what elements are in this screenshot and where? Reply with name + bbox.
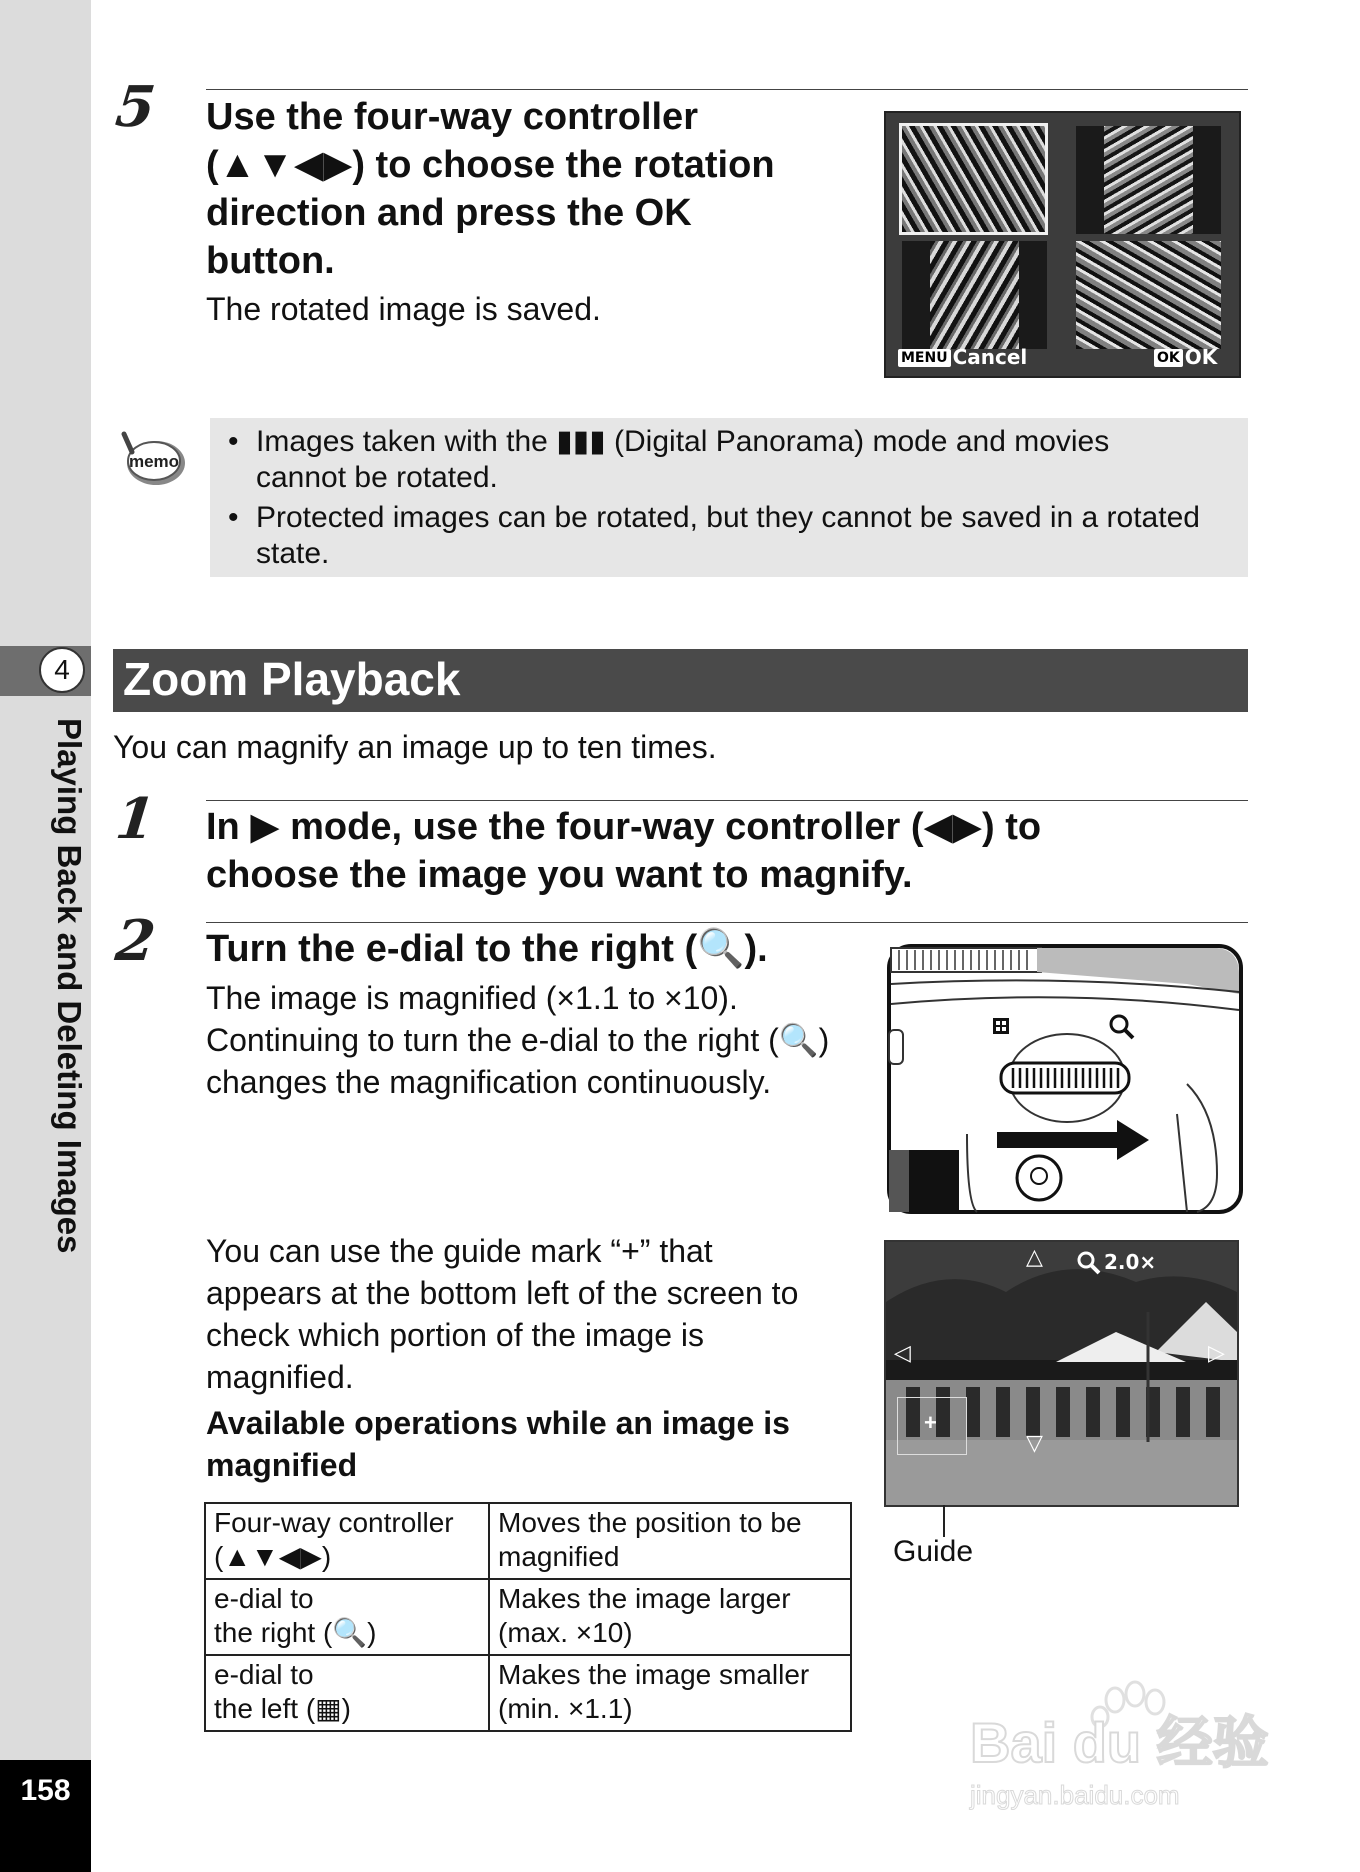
step2-body-line: Continuing to turn the e-dial to the right (🔍) <box>206 1022 830 1058</box>
table-cell-action <box>489 1579 851 1655</box>
watermark-url: jingyan.baidu.com <box>970 1780 1180 1810</box>
right-arrow-icon: ▷ <box>1208 1340 1225 1365</box>
cancel-hint <box>898 345 1027 369</box>
table-cell-line: Makes the image smaller <box>498 1659 810 1690</box>
step5-heading-line: direction and press the OK <box>206 192 692 234</box>
table-cell-line: Moves the position to be <box>498 1507 802 1538</box>
step1-heading-line: In ▶ mode, use the four-way controller (◀▶) to <box>206 806 1042 848</box>
guide-text-line: magnified. <box>206 1359 354 1395</box>
memo-icon <box>118 430 188 490</box>
watermark-brand: Bai du 经验 <box>970 1711 1269 1774</box>
guide-caption: Guide <box>893 1535 974 1568</box>
step-divider <box>206 89 1248 90</box>
table-row <box>205 1655 851 1731</box>
table-cell-line: Four-way controller <box>214 1507 454 1538</box>
table-cell-line: the left (▦) <box>214 1693 351 1724</box>
step5-heading-line: Use the four-way controller <box>206 96 698 138</box>
rotation-screen-image <box>884 111 1241 378</box>
step-divider <box>206 922 1248 923</box>
operations-table <box>204 1502 852 1732</box>
ok-key-icon: OK <box>1154 349 1183 367</box>
table-cell-control <box>205 1655 489 1731</box>
guide-plus-mark: + <box>924 1410 937 1435</box>
table-cell-line: e-dial to <box>214 1583 314 1614</box>
table-cell-action <box>489 1503 851 1579</box>
step-number-2: 2 <box>112 908 159 974</box>
step-divider <box>206 800 1248 801</box>
selection-frame <box>899 123 1048 235</box>
baidu-watermark-logo <box>960 1672 1280 1822</box>
guide-text-line: appears at the bottom left of the screen to <box>206 1275 799 1311</box>
guide-text-line: check which portion of the image is <box>206 1317 705 1353</box>
menu-key-icon: MENU <box>898 349 951 367</box>
ok-hint <box>1154 345 1217 369</box>
memo-bullet-1 <box>256 424 1246 496</box>
step2-body <box>206 977 876 1103</box>
operations-heading-line: magnified <box>206 1447 358 1483</box>
step5-heading-line: (▲▼◀▶) to choose the rotation <box>206 144 775 186</box>
chapter-number: 4 <box>39 647 85 693</box>
magnify-icon <box>1076 1250 1102 1276</box>
operations-heading <box>206 1402 866 1486</box>
memo-bullet-line: Images taken with the ▮▮▮ (Digital Panorama) mode and movies <box>256 425 1110 458</box>
memo-bullet-2 <box>256 500 1246 572</box>
rotation-thumb-180 <box>1076 241 1221 349</box>
section-title: Zoom Playback <box>123 653 461 705</box>
memo-bullet-dot: • <box>228 501 239 534</box>
memo-bullet-line: cannot be rotated. <box>256 461 498 494</box>
step5-body: The rotated image is saved. <box>206 291 601 327</box>
memo-bullet-line: Protected images can be rotated, but they cannot be saved in a rotated <box>256 501 1200 534</box>
table-cell-line: Makes the image larger <box>498 1583 791 1614</box>
page-number: 158 <box>20 1774 71 1807</box>
step5-heading-line: button. <box>206 240 335 282</box>
table-row <box>205 1579 851 1655</box>
table-row <box>205 1503 851 1579</box>
table-cell-line: magnified <box>498 1541 620 1572</box>
operations-table-body <box>205 1503 851 1731</box>
step5-heading <box>206 93 856 285</box>
down-arrow-icon: ▽ <box>1026 1430 1043 1455</box>
thumbnail-grid-icon <box>993 1018 1009 1034</box>
step2-body-line: changes the magnification continuously. <box>206 1064 772 1100</box>
zoom-level: 2.0× <box>1104 1250 1157 1274</box>
table-cell-line: e-dial to <box>214 1659 314 1690</box>
section-intro: You can magnify an image up to ten times. <box>113 729 717 765</box>
step2-heading: Turn the e-dial to the right (🔍). <box>206 928 768 970</box>
rotation-thumb-right <box>1076 126 1221 234</box>
table-cell-line: (min. ×1.1) <box>498 1693 633 1724</box>
table-cell-control <box>205 1503 489 1579</box>
up-arrow-icon: △ <box>1026 1244 1043 1269</box>
table-cell-line: (max. ×10) <box>498 1617 633 1648</box>
step1-heading <box>206 803 1246 899</box>
guide-text <box>206 1230 866 1398</box>
memo-bullet-dot: • <box>228 425 239 458</box>
step-number-5: 5 <box>112 74 159 140</box>
left-arrow-icon: ◁ <box>894 1340 911 1365</box>
ok-label: OK <box>1184 345 1218 369</box>
step1-heading-line: choose the image you want to magnify. <box>206 854 913 896</box>
face-detect-button-icon <box>1017 1156 1061 1200</box>
zoomed-photo <box>886 1242 1237 1505</box>
guide-text-line: You can use the guide mark “+” that <box>206 1233 713 1269</box>
rotation-thumb-left <box>902 241 1047 349</box>
e-dial-illustration <box>887 944 1243 1214</box>
zoom-playback-screen-image <box>884 1240 1239 1507</box>
cancel-label: Cancel <box>952 345 1028 369</box>
guide-callout-line <box>943 1505 945 1537</box>
table-cell-control <box>205 1579 489 1655</box>
table-cell-action <box>489 1655 851 1731</box>
table-cell-line: the right (🔍) <box>214 1617 377 1648</box>
step2-body-line: The image is magnified (×1.1 to ×10). <box>206 980 738 1016</box>
step-number-1: 1 <box>112 786 159 852</box>
memo-bullet-line: state. <box>256 537 330 570</box>
table-cell-line: (▲▼◀▶) <box>214 1541 332 1572</box>
operations-heading-line: Available operations while an image is <box>206 1405 790 1441</box>
chapter-title: Playing Back and Deleting Images <box>51 718 88 1254</box>
memo-icon-label: memo <box>128 452 180 471</box>
